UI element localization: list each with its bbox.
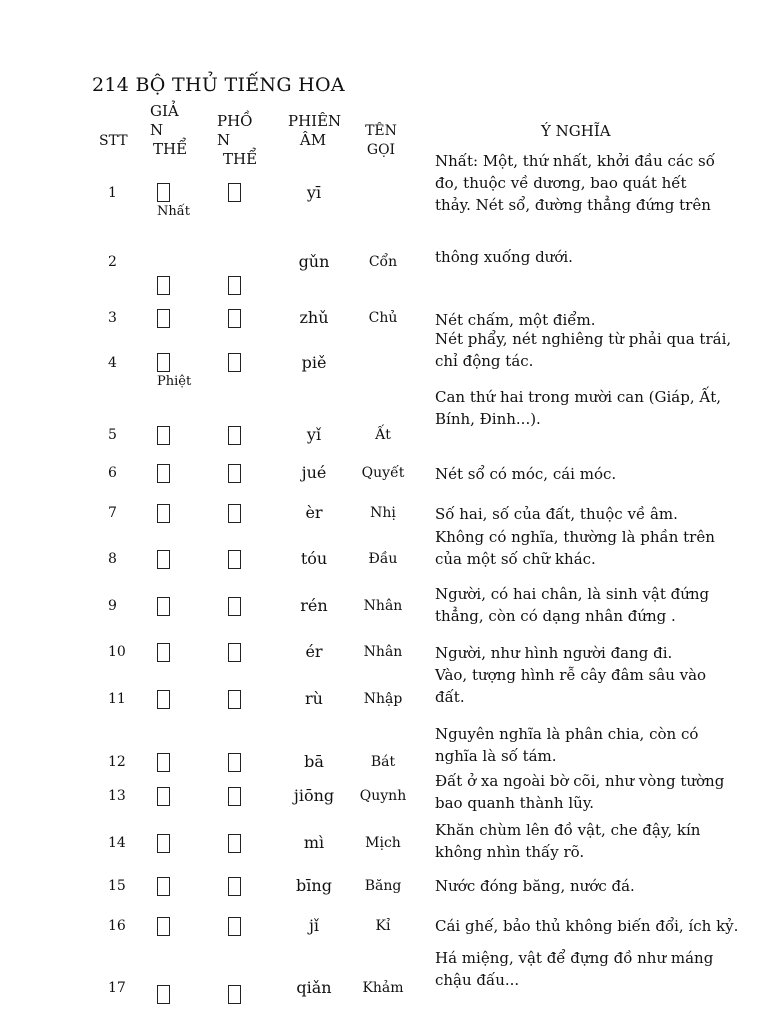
meaning-line: Số hai, số của đất, thuộc về âm.	[435, 505, 678, 523]
row-number: 17	[108, 980, 126, 996]
meaning-line: không nhìn thấy rõ.	[435, 843, 585, 861]
radical-name: Đầu	[368, 551, 398, 567]
simplified-glyph-placeholder	[157, 309, 170, 328]
pinyin: èr	[305, 503, 323, 522]
radical-sub-name: Nhất	[157, 204, 190, 219]
simplified-glyph-placeholder	[157, 985, 170, 1004]
header-gian-the-line-2: N	[150, 121, 164, 139]
header-phon-the-line-3: THỂ	[223, 150, 258, 168]
row-number: 9	[108, 598, 117, 614]
traditional-glyph-placeholder	[228, 464, 241, 483]
simplified-glyph-placeholder	[157, 426, 170, 445]
row-number: 6	[108, 465, 117, 481]
simplified-glyph-placeholder	[157, 597, 170, 616]
header-gian-the-line-3: THỂ	[153, 140, 188, 158]
row-number: 1	[108, 185, 117, 201]
traditional-glyph-placeholder	[228, 353, 241, 372]
radical-name: Cổn	[368, 254, 398, 270]
pinyin: jué	[301, 463, 327, 482]
meaning-line: thông xuống dưới.	[435, 248, 573, 266]
row-number: 7	[108, 505, 117, 521]
radical-name: Bát	[370, 754, 396, 770]
radical-name: Quynh	[359, 788, 407, 804]
traditional-glyph-placeholder	[228, 690, 241, 709]
row-number: 14	[108, 835, 126, 851]
row-number: 12	[108, 754, 126, 770]
row-number: 3	[108, 310, 117, 326]
header-phien-am-line-2: ÂM	[299, 131, 327, 149]
meaning-line: Nguyên nghĩa là phân chia, còn có	[435, 725, 699, 743]
pinyin: bā	[304, 752, 324, 771]
simplified-glyph-placeholder	[157, 753, 170, 772]
pinyin: zhǔ	[299, 308, 329, 327]
meaning-line: Không có nghĩa, thường là phần trên	[435, 528, 715, 546]
simplified-glyph-placeholder	[157, 276, 170, 295]
traditional-glyph-placeholder	[228, 183, 241, 202]
header-gian-the-line-1: GIẢ	[150, 102, 179, 120]
traditional-glyph-placeholder	[228, 309, 241, 328]
radical-name: Nhập	[363, 691, 403, 707]
row-number: 5	[108, 427, 117, 443]
meaning-line: Đất ở xa ngoài bờ cõi, như vòng tường	[435, 772, 725, 790]
meaning-line: thẳng, còn có dạng nhân đứng .	[435, 607, 676, 625]
simplified-glyph-placeholder	[157, 690, 170, 709]
radical-name: Khảm	[362, 980, 404, 996]
meaning-line: Khăn chùm lên đồ vật, che đậy, kín	[435, 821, 701, 839]
pinyin: gǔn	[298, 252, 330, 271]
radical-name: Nhân	[363, 644, 403, 660]
row-number: 8	[108, 551, 117, 567]
meaning-line: Cái ghế, bảo thủ không biến đổi, ích kỷ.	[435, 917, 739, 935]
row-number: 4	[108, 355, 117, 371]
traditional-glyph-placeholder	[228, 753, 241, 772]
header-ten-goi: TÊN GỌI	[365, 123, 397, 158]
meaning-line: Bính, Đinh...).	[435, 410, 541, 428]
simplified-glyph-placeholder	[157, 877, 170, 896]
traditional-glyph-placeholder	[228, 834, 241, 853]
row-number: 16	[108, 918, 126, 934]
simplified-glyph-placeholder	[157, 643, 170, 662]
meaning-line: Nét sổ có móc, cái móc.	[435, 465, 617, 483]
row-number: 15	[108, 878, 126, 894]
radical-name: Mịch	[365, 835, 401, 851]
pinyin: jiōng	[293, 786, 335, 805]
pinyin: jǐ	[308, 916, 320, 935]
meaning-line: đất.	[435, 688, 465, 706]
header-phon-the	[217, 112, 267, 169]
pinyin: qiǎn	[296, 978, 332, 997]
traditional-glyph-placeholder	[228, 917, 241, 936]
traditional-glyph-placeholder	[228, 276, 241, 295]
row-number: 2	[108, 254, 117, 270]
row-number: 11	[108, 691, 126, 707]
traditional-glyph-placeholder	[228, 877, 241, 896]
pinyin: yī	[306, 183, 322, 202]
radical-name: Ất	[375, 427, 391, 443]
simplified-glyph-placeholder	[157, 787, 170, 806]
simplified-glyph-placeholder	[157, 834, 170, 853]
traditional-glyph-placeholder	[228, 597, 241, 616]
simplified-glyph-placeholder	[157, 504, 170, 523]
row-number: 13	[108, 788, 126, 804]
meaning-line: Can thứ hai trong mười can (Giáp, Ất,	[435, 388, 721, 406]
meaning-line: Người, có hai chân, là sinh vật đứng	[435, 585, 710, 603]
meaning-line: Nét phẩy, nét nghiêng từ phải qua trái,	[435, 330, 732, 348]
traditional-glyph-placeholder	[228, 643, 241, 662]
pinyin: tóu	[300, 549, 328, 568]
meaning-line: chỉ động tác.	[435, 352, 534, 370]
pinyin: bīng	[296, 876, 332, 895]
meaning-line: thảy. Nét sổ, đường thẳng đứng trên	[435, 196, 711, 214]
meaning-line: đo, thuộc về dương, bao quát hết	[435, 174, 687, 192]
row-number: 10	[108, 644, 126, 660]
pinyin: ér	[305, 642, 323, 661]
traditional-glyph-placeholder	[228, 550, 241, 569]
meaning-line: chậu đấu...	[435, 971, 520, 989]
radical-name: Nhân	[363, 598, 403, 614]
meaning-line: Nét chấm, một điểm.	[435, 311, 596, 329]
pinyin: mì	[303, 833, 325, 852]
radical-name: Nhị	[370, 505, 396, 521]
radical-name: Băng	[364, 878, 402, 894]
header-y-nghia: Ý NGHĨA	[541, 122, 611, 140]
meaning-line: Nhất: Một, thứ nhất, khởi đầu các số	[435, 152, 715, 170]
simplified-glyph-placeholder	[157, 183, 170, 202]
traditional-glyph-placeholder	[228, 787, 241, 806]
header-phien-am-line-1: PHIÊN	[288, 112, 342, 130]
meaning-line: Nước đóng băng, nước đá.	[435, 877, 635, 895]
header-stt: STT	[99, 133, 128, 149]
header-phon-the-line-2: N	[217, 131, 231, 149]
header-gian-the	[150, 102, 190, 159]
radical-name: Kỉ	[375, 918, 391, 934]
meaning-line: Há miệng, vật để đựng đồ như máng	[435, 949, 714, 967]
traditional-glyph-placeholder	[228, 426, 241, 445]
header-phien-am	[288, 112, 342, 150]
simplified-glyph-placeholder	[157, 464, 170, 483]
meaning-line: Người, như hình người đang đi.	[435, 644, 673, 662]
pinyin: rén	[300, 596, 328, 615]
simplified-glyph-placeholder	[157, 353, 170, 372]
radical-name: Quyết	[361, 465, 405, 481]
traditional-glyph-placeholder	[228, 504, 241, 523]
radical-name: Chủ	[368, 310, 398, 326]
meaning-line: Vào, tượng hình rễ cây đâm sâu vào	[435, 666, 707, 684]
page-title: 214 BỘ THỦ TIẾNG HOA	[92, 74, 345, 96]
meaning-line: bao quanh thành lũy.	[435, 794, 595, 812]
meaning-line: nghĩa là số tám.	[435, 747, 557, 765]
pinyin: piě	[301, 353, 327, 372]
simplified-glyph-placeholder	[157, 917, 170, 936]
traditional-glyph-placeholder	[228, 985, 241, 1004]
header-phon-the-line-1: PHỒ	[217, 112, 253, 130]
simplified-glyph-placeholder	[157, 550, 170, 569]
pinyin: yǐ	[306, 425, 322, 444]
radical-sub-name: Phiệt	[157, 374, 192, 389]
pinyin: rù	[305, 689, 323, 708]
meaning-line: của một số chữ khác.	[435, 550, 596, 568]
